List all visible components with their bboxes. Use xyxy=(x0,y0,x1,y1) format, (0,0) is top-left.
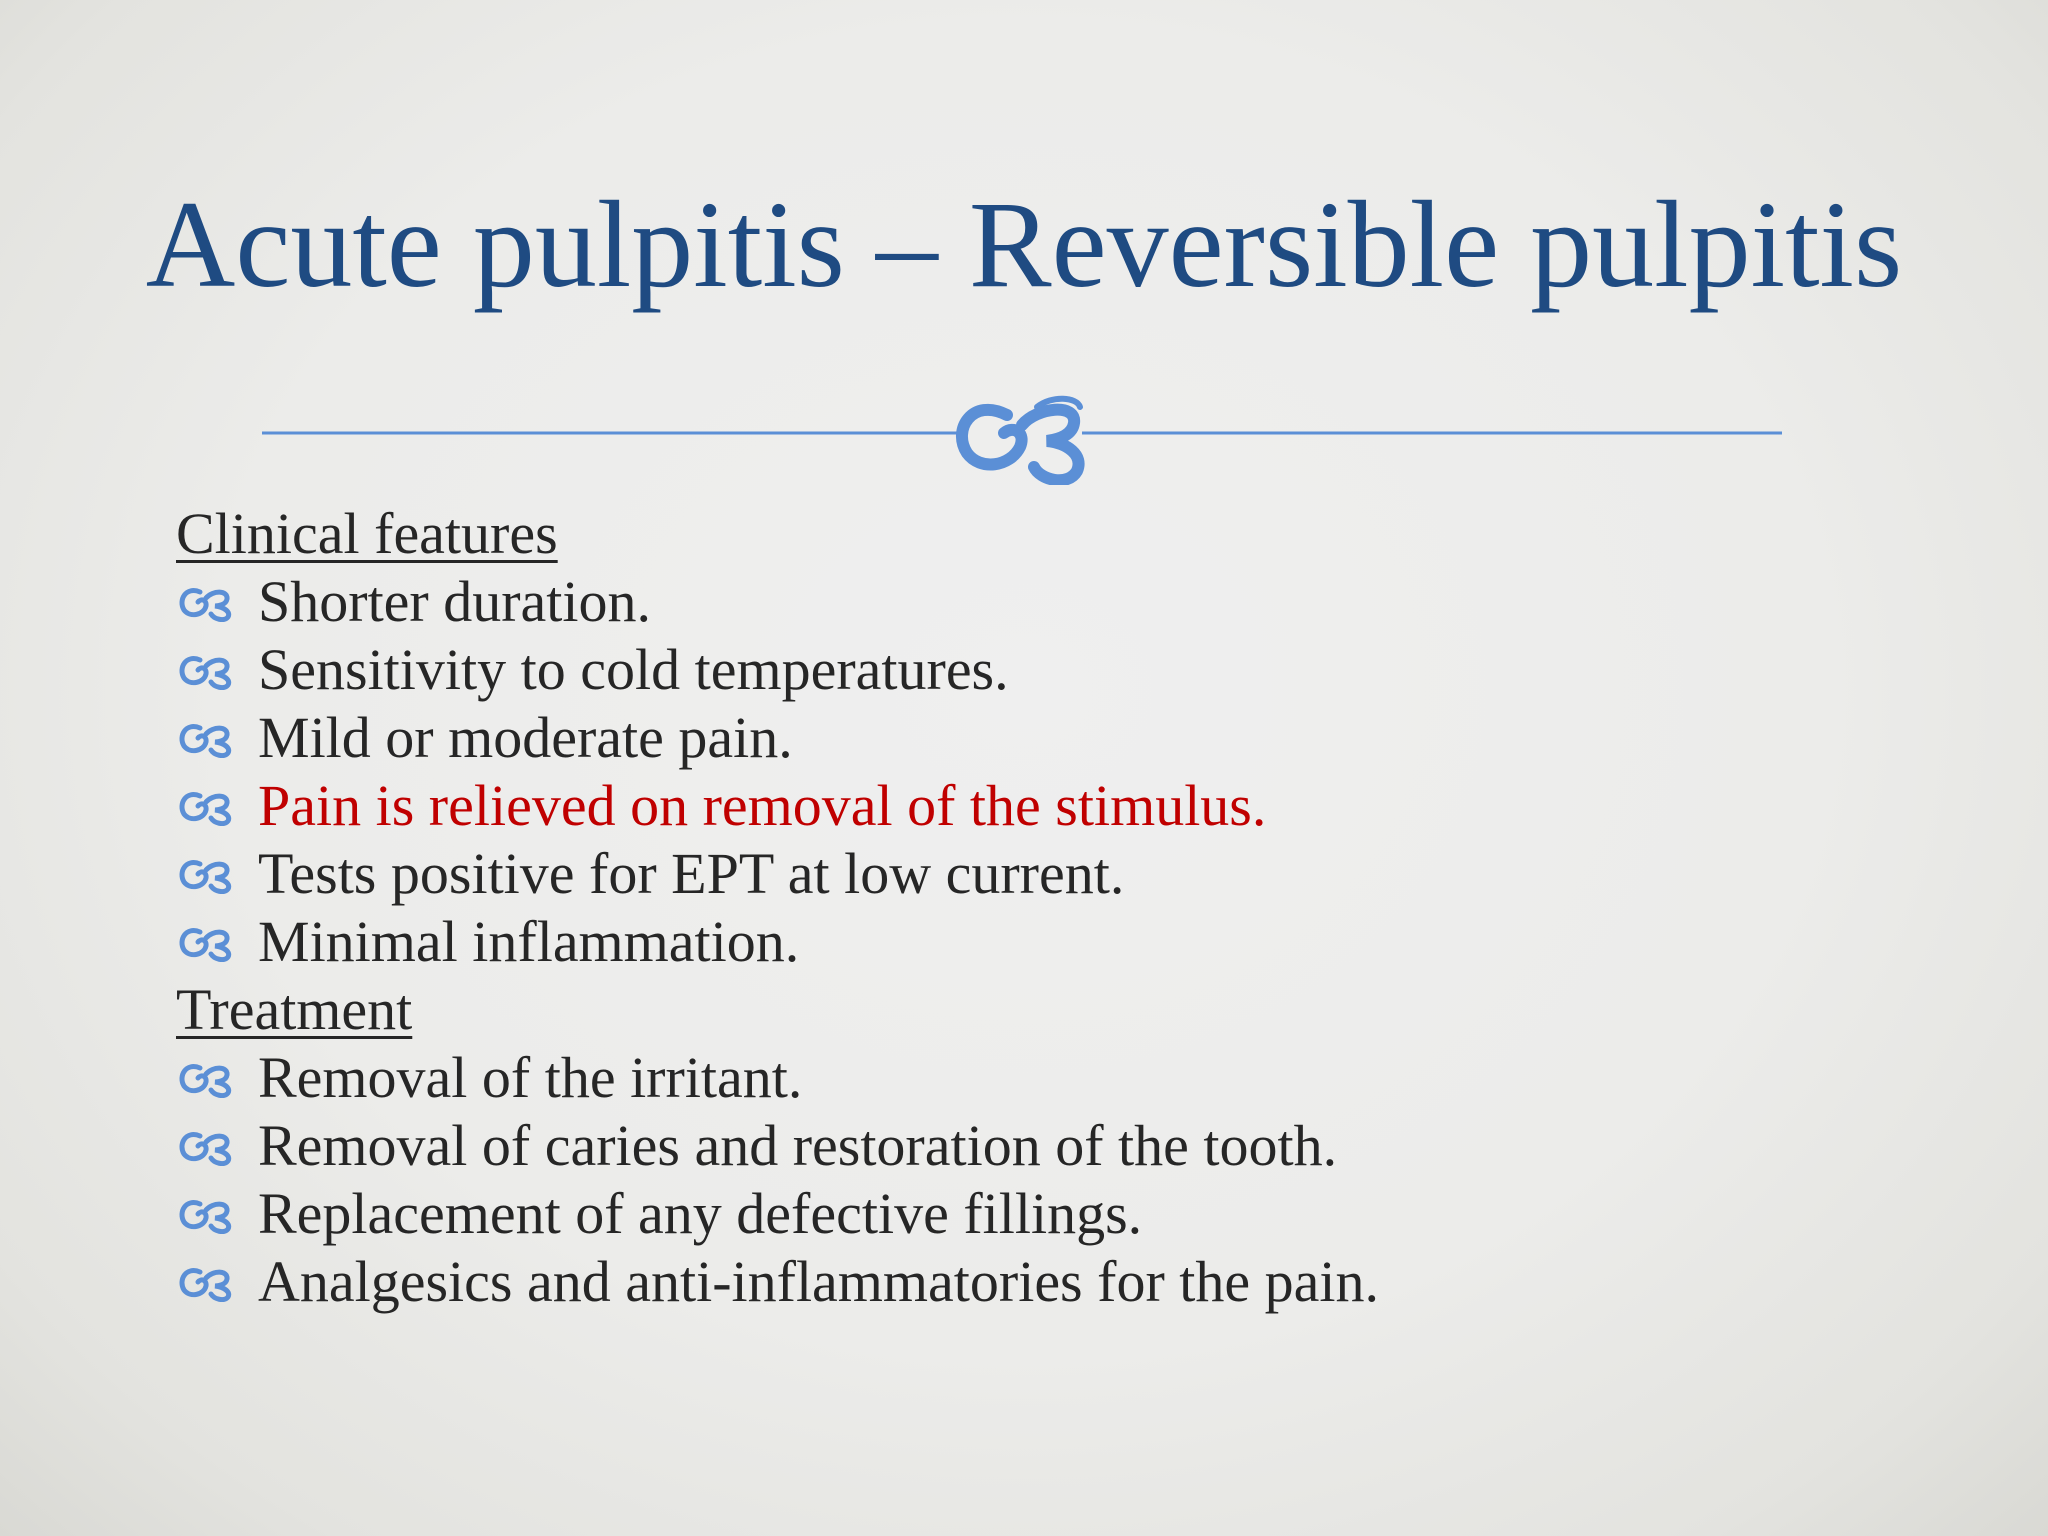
flourish-bullet-icon xyxy=(176,1044,258,1112)
flourish-bullet-icon xyxy=(176,908,258,976)
clinical-features-list xyxy=(176,568,1926,976)
bullet-text: Removal of the irritant. xyxy=(258,1045,803,1110)
list-item xyxy=(176,568,1926,636)
list-item xyxy=(176,1044,1926,1112)
list-item-highlighted xyxy=(176,772,1926,840)
list-item xyxy=(176,1180,1926,1248)
list-item xyxy=(176,636,1926,704)
bullet-text: Minimal inflammation. xyxy=(258,909,800,974)
flourish-bullet-icon xyxy=(176,840,258,908)
flourish-bullet-icon xyxy=(176,568,258,636)
slide-content xyxy=(176,500,1926,1316)
bullet-text: Replacement of any defective fillings. xyxy=(258,1181,1143,1246)
treatment-list xyxy=(176,1044,1926,1316)
flourish-bullet-icon xyxy=(176,704,258,772)
bullet-text: Pain is relieved on removal of the stimulus. xyxy=(258,773,1267,838)
bullet-text: Analgesics and anti-inflammatories for the pain. xyxy=(258,1249,1379,1314)
treatment-heading: Treatment xyxy=(176,977,413,1042)
bullet-text: Removal of caries and restoration of the tooth. xyxy=(258,1113,1338,1178)
flourish-bullet-icon xyxy=(176,636,258,704)
flourish-bullet-icon xyxy=(176,772,258,840)
list-item xyxy=(176,908,1926,976)
bullet-text: Mild or moderate pain. xyxy=(258,705,793,770)
list-item xyxy=(176,704,1926,772)
flourish-bullet-icon xyxy=(176,1112,258,1180)
bullet-text: Shorter duration. xyxy=(258,569,652,634)
flourish-ornament-icon xyxy=(962,399,1080,481)
title-divider xyxy=(262,385,1782,485)
clinical-features-heading: Clinical features xyxy=(176,501,558,566)
list-item xyxy=(176,1248,1926,1316)
flourish-bullet-icon xyxy=(176,1180,258,1248)
slide-title: Acute pulpitis – Reversible pulpitis xyxy=(145,176,1903,313)
flourish-bullet-icon xyxy=(176,1248,258,1316)
list-item xyxy=(176,1112,1926,1180)
list-item xyxy=(176,840,1926,908)
bullet-text: Sensitivity to cold temperatures. xyxy=(258,637,1009,702)
bullet-text: Tests positive for EPT at low current. xyxy=(258,841,1125,906)
